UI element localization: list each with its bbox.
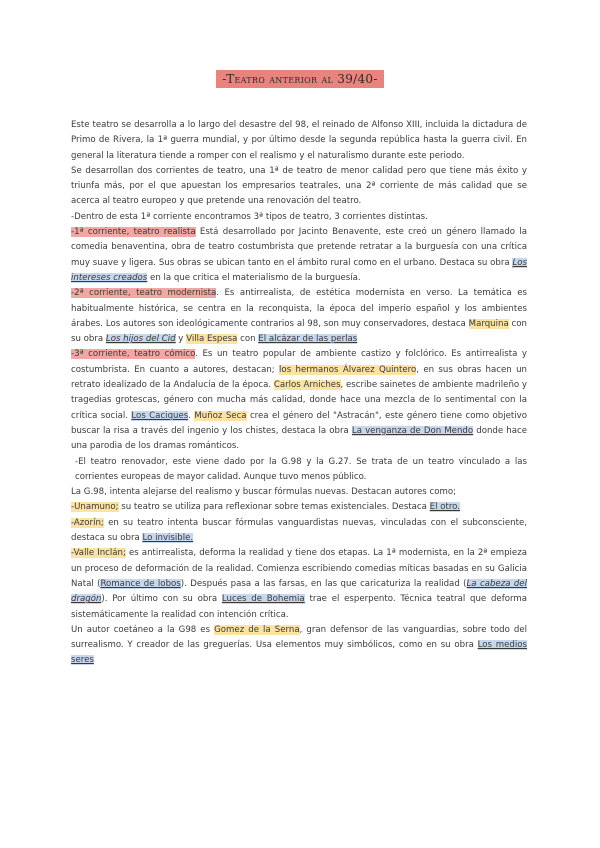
section-modernist-theatre (71, 286, 527, 347)
document-body (71, 118, 527, 669)
entry-valle-inclan (71, 546, 527, 622)
work-title: La cabeza del dragón (71, 578, 527, 605)
work-title: Luces de Bohemia (221, 594, 305, 605)
work-title: La venganza de Don Mendo (351, 425, 474, 436)
work-title: El otro. (429, 502, 461, 513)
work-title: Los Caciques (131, 410, 189, 421)
paragraph-g98: La G.98, intenta alejarse del realismo y buscar fórmulas nuevas. Destacan autores como; (71, 487, 457, 498)
text: Un autor coetáneo a la G98 es (71, 624, 215, 635)
work-title: Los intereses creados (71, 257, 527, 283)
section-realist-theatre (71, 225, 527, 286)
author-name: Villa Espesa (186, 334, 238, 345)
text: , en sus obras hacen un retrato idealizado de la Andalucía de la época. (71, 364, 527, 391)
work-title: Romance de lobos (100, 578, 181, 589)
author-name: Gomez de la Serna (214, 624, 300, 635)
text: . Es un teatro popular de ambiente castizo y folclórico. Es antirrealista y costumbrista. En cuanto a autores, destacan; (71, 349, 527, 375)
paragraph-context: Este teatro se desarrolla a lo largo del desastre del 98, el reinado de Alfonso XIII, incluida la dictadura de Primo de Rivera, la 1ª guerra mundial, y por último desde la segunda república hasta la guerra civil. En general la literatura tiende a romper con el realismo y el naturalismo durante este periodo. (71, 120, 527, 161)
heading-modernist: -2ª corriente, teatro modernista (71, 288, 217, 299)
work-title: Los hijos del Cid (105, 334, 176, 345)
work-title: Lo invisible. (142, 533, 194, 544)
heading-comic: -3ª corriente, teatro cómico (71, 349, 196, 360)
author-name: Muñoz Seca (194, 410, 247, 421)
author-name: Marquina (468, 318, 509, 329)
text: donde hace una parodia de los dramas románticos. (71, 425, 527, 452)
text: en su teatro intenta buscar fórmulas vanguardistas nuevas, vinculadas con el subconsciente, destaca su obra (71, 517, 527, 544)
author-name: -Azorín; (71, 517, 104, 528)
text: , gran defensor de las vanguardias, sobre todo del surrealismo. Y creador de las greguerías. Usa elementos muy simbólicos, como en su obra (71, 624, 528, 651)
author-name: Carlos Arniches (273, 380, 341, 391)
text: con (237, 334, 259, 345)
work-title: El alcázar de las perlas (258, 334, 358, 345)
text: ). Después pasa a las farsas, en las que caricaturiza la realidad ( (180, 578, 467, 589)
section-comic-theatre (71, 347, 527, 454)
text: ). Por último con su obra (101, 594, 222, 605)
text: crea el género del "Astracán", este género tiene como objetivo buscar la risa a través del ingenio y los chistes, destaca la obra (71, 410, 527, 436)
page-title: -Teatro anterior al 39/40- (216, 70, 383, 88)
text: su teatro se utiliza para reflexionar sobre temas existenciales. Destaca (118, 502, 430, 513)
title-block (0, 68, 600, 88)
author-name: -Unamuno; (71, 502, 119, 513)
text: . Es antirrealista, de estética modernista en verso. La temática es habitualmente histórica, se centra en la reconquista, la época del imperio español y los ambientes árabes. Los autores son ideológicamente contrarios al 98, son muy conservadores, destaca (71, 288, 527, 329)
paragraph-first-current: -Dentro de esta 1ª corriente encontramos 3ª tipos de teatro, 3 corrientes distintas. (71, 211, 428, 222)
text: . (188, 410, 195, 421)
author-name: los hermanos Álvarez Quintero (279, 364, 417, 375)
paragraph-two-currents: Se desarrollan dos corrientes de teatro, una 1ª de teatro de menor calidad pero que tiene más éxito y triunfa más, por el que apuestan los empresarios teatrales, una 2ª corriente de más calidad que se acerca al teatro europeo y que pretende una renovación del teatro. (71, 165, 527, 207)
text: en la que critica el materialismo de la burguesía. (147, 272, 361, 283)
text: con su obra (71, 318, 527, 345)
entry-azorin (71, 516, 527, 547)
entry-unamuno (71, 500, 527, 515)
text: es antirrealista, deforma la realidad y tiene dos etapas. La 1ª modernista, en la 2ª empieza un proceso de deformación de la realidad. Comienza escribiendo comedias míticas basadas en su Galicia Natal ( (71, 548, 527, 589)
paragraph-renovating-theatre: -El teatro renovador, este viene dado por la G.98 y la G.27. Se trata de un teatro vinculado a las corrientes europeas de mayor calidad. Aunque tuvo menos público. (75, 456, 527, 482)
text: , escribe sainetes de ambiente madrileño y tragedias grotescas, género con mucha más calidad, donde hace una mezcla de lo sentimental con la crítica social. (71, 380, 527, 421)
author-name: -Valle Inclán; (71, 548, 126, 559)
work-title: Los medios seres (71, 640, 527, 666)
text: trae el esperpento. Técnica teatral que deforma sistemáticamente la realidad con intención crítica. (71, 594, 527, 620)
heading-realist: -1ª corriente, teatro realista (71, 227, 196, 238)
text: Está desarrollado por Jacinto Benavente, este creó un género llamado la comedia benaventina, obra de teatro costumbrista que pretende retratar a la burguesía con una crítica muy suave y ligera. Sus obras se ubican tanto en el ámbito rural como en el urbano. Destaca su obra (71, 227, 527, 268)
entry-gomez-de-la-serna (71, 623, 527, 669)
text: y (175, 334, 187, 345)
